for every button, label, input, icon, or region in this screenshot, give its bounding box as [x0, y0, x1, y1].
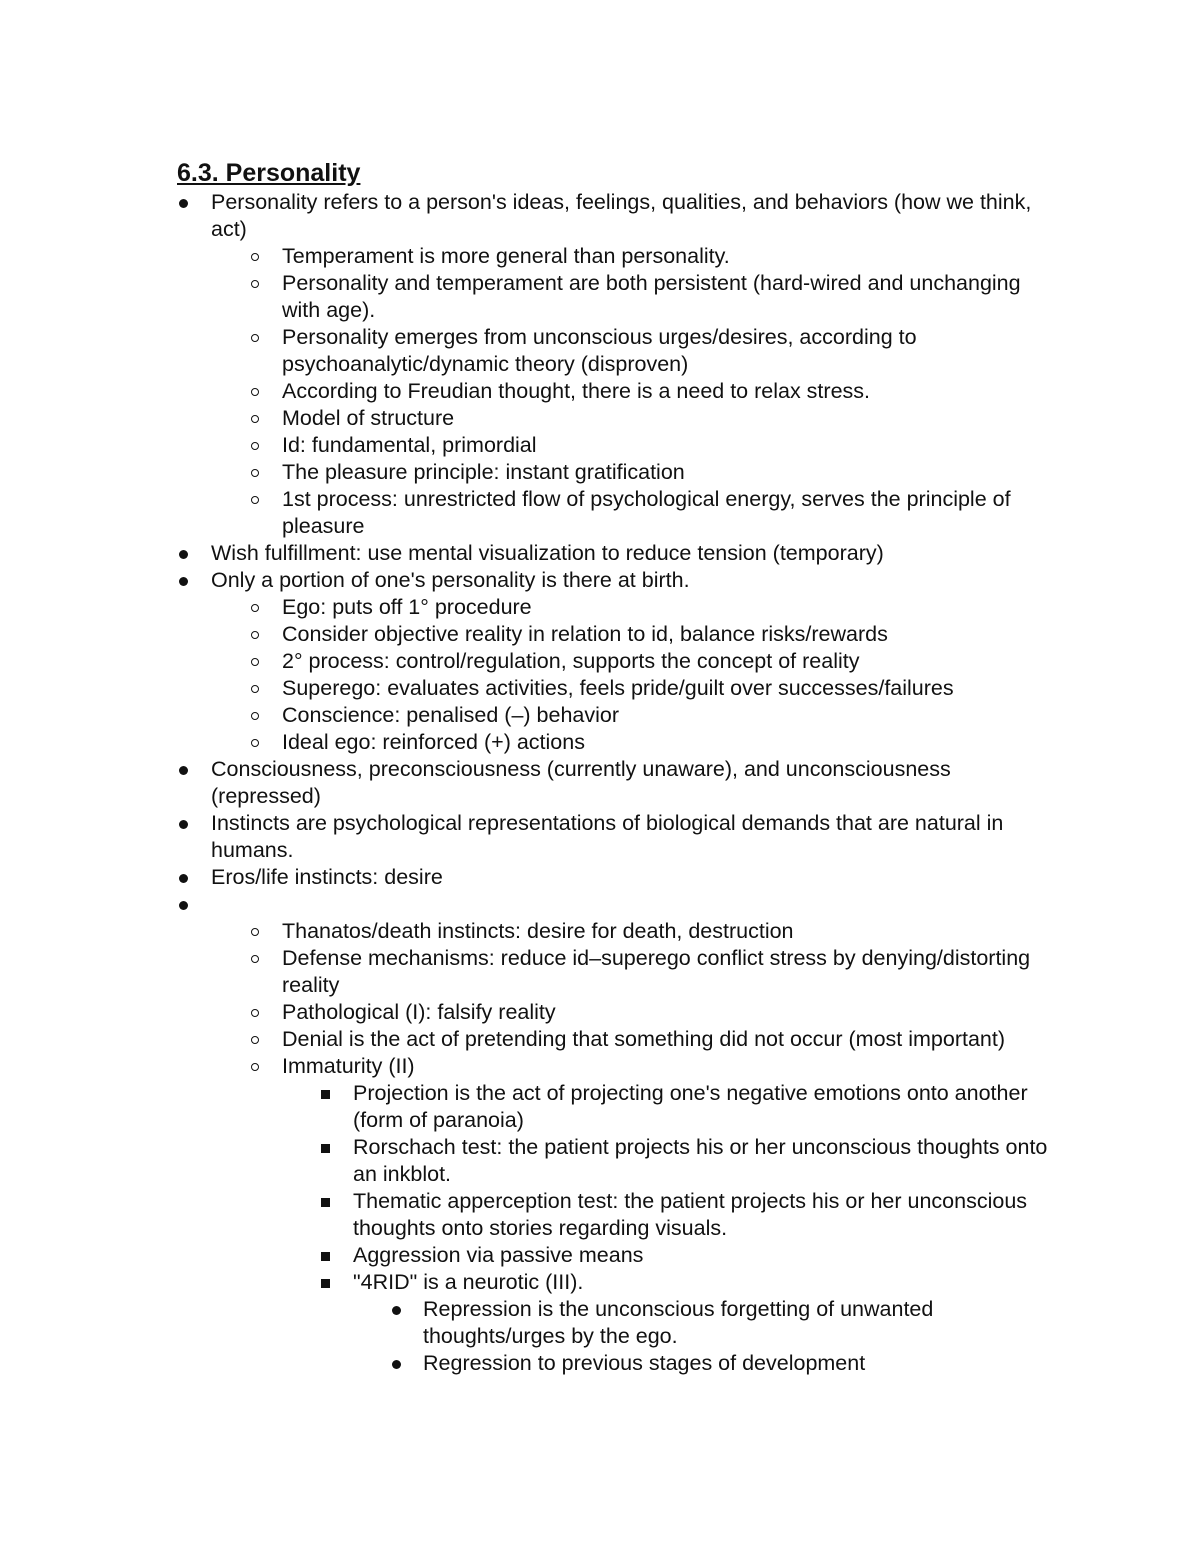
list-item — [0, 675, 1200, 702]
list-item-text: Instincts are psychological representations of biological demands that are natural in humans. — [211, 811, 1004, 862]
bullet-circle-icon — [245, 918, 265, 945]
list-item — [0, 459, 1200, 486]
page-title: 6.3. Personality — [177, 159, 361, 187]
list-item-text: Conscience: penalised (–) behavior — [282, 703, 620, 727]
list-item-text: "4RID" is a neurotic (III). — [353, 1270, 584, 1294]
list-item — [0, 621, 1200, 648]
list-item — [0, 1269, 1200, 1296]
bullet-circle-icon — [245, 270, 265, 297]
bullet-list — [0, 189, 1200, 1377]
list-item-text: Thanatos/death instincts: desire for death, destruction — [282, 919, 794, 943]
list-item-text: Ideal ego: reinforced (+) actions — [282, 730, 585, 754]
bullet-dot-icon — [386, 1296, 406, 1323]
bullet-circle-icon — [245, 999, 265, 1026]
bullet-circle-icon — [245, 324, 265, 351]
list-item-text: Denial is the act of pretending that something did not occur (most important) — [282, 1027, 1006, 1051]
list-item — [0, 891, 1200, 918]
list-item — [0, 1242, 1200, 1269]
list-item — [0, 405, 1200, 432]
list-item — [0, 1080, 1200, 1134]
bullet-square-icon — [315, 1134, 335, 1161]
bullet-circle-icon — [245, 621, 265, 648]
list-item — [0, 1134, 1200, 1188]
list-item-text: 2° process: control/regulation, supports the concept of reality — [282, 649, 860, 673]
list-item-text: Regression to previous stages of development — [423, 1351, 866, 1375]
bullet-circle-icon — [245, 459, 265, 486]
list-item — [0, 189, 1200, 243]
list-item — [0, 729, 1200, 756]
bullet-circle-icon — [245, 648, 265, 675]
bullet-dot-icon — [173, 189, 193, 216]
list-item — [0, 756, 1200, 810]
bullet-dot-icon — [173, 540, 193, 567]
bullet-circle-icon — [245, 1026, 265, 1053]
list-item-text: Immaturity (II) — [282, 1054, 415, 1078]
bullet-dot-icon — [173, 891, 193, 918]
list-item — [0, 1188, 1200, 1242]
bullet-circle-icon — [245, 594, 265, 621]
list-item — [0, 864, 1200, 891]
list-item — [0, 270, 1200, 324]
bullet-circle-icon — [245, 243, 265, 270]
list-item-text: According to Freudian thought, there is a need to relax stress. — [282, 379, 870, 403]
list-item — [0, 378, 1200, 405]
list-item-text: Id: fundamental, primordial — [282, 433, 537, 457]
list-item-text: Personality emerges from unconscious urges/desires, according to psychoanalytic/dynamic theory (disproven) — [282, 325, 917, 376]
list-item — [0, 486, 1200, 540]
bullet-circle-icon — [245, 1053, 265, 1080]
list-item-text: Personality and temperament are both persistent (hard-wired and unchanging with age). — [282, 271, 1021, 322]
bullet-circle-icon — [245, 378, 265, 405]
list-item — [0, 567, 1200, 594]
list-item-text: Temperament is more general than personality. — [282, 244, 730, 268]
list-item — [0, 1350, 1200, 1377]
list-item — [0, 648, 1200, 675]
bullet-circle-icon — [245, 405, 265, 432]
list-item-text: Aggression via passive means — [353, 1243, 644, 1267]
list-item — [0, 1296, 1200, 1350]
bullet-circle-icon — [245, 675, 265, 702]
list-item-text: Projection is the act of projecting one's negative emotions onto another (form of paranoia) — [353, 1081, 1028, 1132]
list-item-text: Consciousness, preconsciousness (currently unaware), and unconsciousness (repressed) — [211, 757, 951, 808]
bullet-circle-icon — [245, 702, 265, 729]
list-item — [0, 324, 1200, 378]
bullet-dot-icon — [173, 864, 193, 891]
list-item-text — [211, 891, 1061, 918]
bullet-square-icon — [315, 1269, 335, 1296]
list-item-text: Superego: evaluates activities, feels pride/guilt over successes/failures — [282, 676, 954, 700]
list-item — [0, 432, 1200, 459]
list-item-text: Personality refers to a person's ideas, feelings, qualities, and behaviors (how we think, act) — [211, 190, 1032, 241]
bullet-circle-icon — [245, 729, 265, 756]
list-item-text: Pathological (I): falsify reality — [282, 1000, 556, 1024]
list-item — [0, 1053, 1200, 1080]
list-item — [0, 918, 1200, 945]
bullet-square-icon — [315, 1242, 335, 1269]
bullet-circle-icon — [245, 486, 265, 513]
list-item — [0, 1026, 1200, 1053]
list-item — [0, 540, 1200, 567]
list-item — [0, 810, 1200, 864]
list-item-text: Thematic apperception test: the patient projects his or her unconscious thoughts onto stories regarding visuals. — [353, 1189, 1028, 1240]
list-item-text: The pleasure principle: instant gratification — [282, 460, 685, 484]
list-item — [0, 999, 1200, 1026]
list-item — [0, 702, 1200, 729]
list-item-text: Defense mechanisms: reduce id–superego conflict stress by denying/distorting reality — [282, 946, 1031, 997]
bullet-circle-icon — [245, 432, 265, 459]
list-item-text: Only a portion of one's personality is there at birth. — [211, 568, 690, 592]
bullet-square-icon — [315, 1080, 335, 1107]
list-item-text: Model of structure — [282, 406, 455, 430]
list-item — [0, 243, 1200, 270]
list-item-text: Rorschach test: the patient projects his or her unconscious thoughts onto an inkblot. — [353, 1135, 1048, 1186]
bullet-dot-icon — [386, 1350, 406, 1377]
list-item — [0, 945, 1200, 999]
list-item-text: Consider objective reality in relation to id, balance risks/rewards — [282, 622, 888, 646]
list-item — [0, 594, 1200, 621]
bullet-square-icon — [315, 1188, 335, 1215]
list-item-text: Eros/life instincts: desire — [211, 865, 443, 889]
list-item-text: Wish fulfillment: use mental visualization to reduce tension (temporary) — [211, 541, 884, 565]
bullet-dot-icon — [173, 810, 193, 837]
list-item-text: Repression is the unconscious forgetting of unwanted thoughts/urges by the ego. — [423, 1297, 934, 1348]
bullet-dot-icon — [173, 567, 193, 594]
list-item-text: Ego: puts off 1° procedure — [282, 595, 532, 619]
bullet-circle-icon — [245, 945, 265, 972]
bullet-dot-icon — [173, 756, 193, 783]
list-item-text: 1st process: unrestricted flow of psychological energy, serves the principle of pleasure — [282, 487, 1011, 538]
